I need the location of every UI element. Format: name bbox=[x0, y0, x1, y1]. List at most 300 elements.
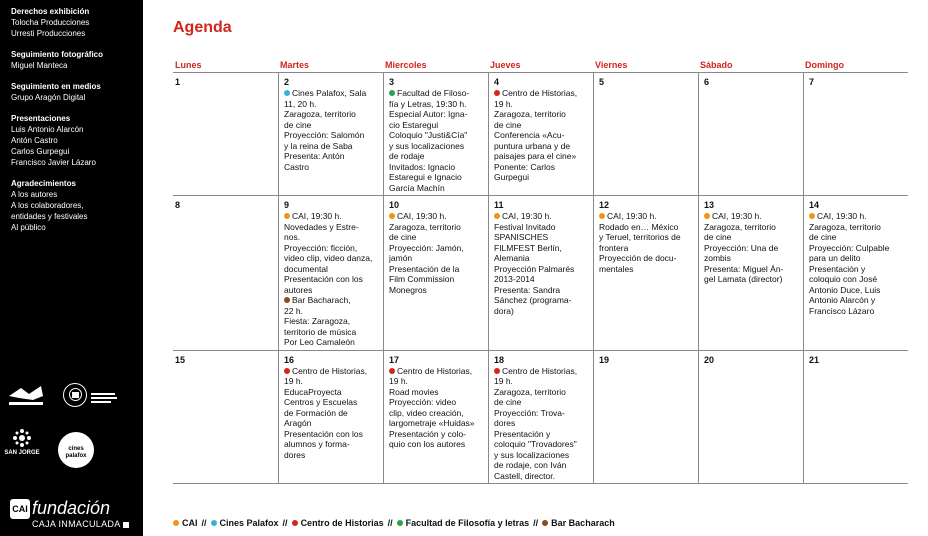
event-line bbox=[389, 376, 480, 387]
cines-palafox-label: cines palafox bbox=[65, 446, 87, 459]
event-line bbox=[704, 264, 795, 275]
day-number: 12 bbox=[599, 200, 610, 210]
event-text: Zaragoza, territorio bbox=[389, 221, 461, 232]
event-line bbox=[704, 222, 795, 233]
day-number: 7 bbox=[809, 77, 815, 87]
event-line bbox=[599, 211, 690, 222]
event-text: Zaragoza, territorio bbox=[704, 221, 776, 232]
event-line bbox=[389, 99, 480, 110]
event-line bbox=[284, 264, 375, 275]
calendar-day bbox=[593, 196, 698, 350]
faculty-text-icon bbox=[91, 392, 119, 406]
event-line bbox=[389, 285, 480, 296]
event-line bbox=[389, 243, 480, 254]
day-number: 14 bbox=[809, 200, 820, 210]
event-line bbox=[389, 397, 480, 408]
event-text: de rodaje, con Iván bbox=[494, 460, 567, 470]
event-text: Castell, director. bbox=[494, 470, 555, 481]
event-text: Zaragoza, territorio bbox=[284, 109, 356, 119]
event-line bbox=[389, 429, 480, 440]
event-text: Presenta: Sandra bbox=[494, 284, 561, 295]
event-text: de cine bbox=[494, 397, 522, 407]
event-text: Presentación con los bbox=[284, 274, 363, 284]
event-text: Castro bbox=[284, 161, 310, 172]
event-line bbox=[284, 253, 375, 264]
event-line bbox=[494, 366, 585, 377]
event-line bbox=[494, 306, 585, 317]
event-text: Centro de Historias, bbox=[502, 88, 578, 98]
day-number: 15 bbox=[175, 354, 186, 365]
event-text: Rodado en… México bbox=[599, 221, 679, 232]
calendar-week bbox=[173, 196, 908, 351]
event-line bbox=[494, 172, 585, 183]
event-text: Alemania bbox=[494, 253, 530, 263]
event-line bbox=[389, 274, 480, 285]
event-text: Road movies bbox=[389, 386, 439, 397]
event-text: dores bbox=[494, 418, 516, 428]
weekday-header bbox=[173, 59, 908, 73]
event-text: de rodaje bbox=[389, 151, 425, 161]
event-line bbox=[494, 99, 585, 110]
calendar-day bbox=[278, 73, 383, 195]
event-text: Monegros bbox=[389, 284, 427, 295]
weekday-lunes: Lunes bbox=[175, 60, 202, 70]
venue-dot-icon bbox=[284, 297, 290, 303]
event-text: 11, 20 h. bbox=[284, 98, 317, 109]
event-text: de cine bbox=[704, 232, 732, 242]
fundacion-subtitle bbox=[32, 519, 129, 529]
day-number: 16 bbox=[284, 354, 295, 365]
event-text: Aragón bbox=[284, 418, 312, 428]
day-number: 6 bbox=[704, 77, 710, 87]
calendar-week bbox=[173, 351, 908, 485]
sidebar bbox=[0, 0, 143, 536]
event-text: CAI, 19:30 h. bbox=[502, 211, 552, 221]
event-text: puntura urbana y de bbox=[494, 140, 571, 151]
event-line bbox=[284, 222, 375, 233]
event-line bbox=[389, 253, 480, 264]
event-text: de Formación de bbox=[284, 407, 348, 418]
day-number: 3 bbox=[389, 77, 395, 87]
event-line bbox=[704, 253, 795, 264]
event-line bbox=[389, 109, 480, 120]
event-line bbox=[494, 295, 585, 306]
calendar-day bbox=[698, 196, 803, 350]
event-line bbox=[494, 211, 585, 222]
calendar-week bbox=[173, 73, 908, 196]
event-line bbox=[284, 109, 375, 120]
event-line bbox=[494, 130, 585, 141]
event-text: Estaregui e Ignacio bbox=[389, 172, 462, 182]
event-text: 22 h. bbox=[284, 305, 303, 316]
calendar-day bbox=[803, 196, 908, 350]
event-text: Por Leo Camaleón bbox=[284, 337, 355, 347]
event-line bbox=[494, 376, 585, 387]
weekday-martes: Martes bbox=[280, 60, 310, 70]
event-text: 19 h. bbox=[494, 376, 513, 386]
event-line bbox=[284, 429, 375, 440]
event-text: Proyección: Jamón, bbox=[389, 242, 464, 253]
legend-dot-icon bbox=[173, 520, 179, 526]
legend-separator: // bbox=[201, 518, 207, 528]
event-text: y sus localizaciones bbox=[494, 449, 570, 460]
venue-dot-icon bbox=[704, 213, 710, 219]
day-number: 1 bbox=[175, 77, 181, 87]
event-line bbox=[389, 264, 480, 275]
cines-palafox-logo bbox=[58, 432, 94, 468]
calendar-day bbox=[488, 351, 593, 484]
event-text: paisajes para el cine» bbox=[494, 151, 577, 161]
day-number: 10 bbox=[389, 200, 400, 210]
event-line bbox=[494, 387, 585, 398]
event-line bbox=[494, 243, 585, 254]
calendar-day bbox=[803, 73, 908, 195]
event-line bbox=[494, 285, 585, 296]
credit-item: entidades y festivales bbox=[11, 212, 88, 221]
credit-section-title: Seguimiento en medios bbox=[11, 82, 101, 91]
event-line bbox=[284, 397, 375, 408]
event-line bbox=[284, 141, 375, 152]
event-line bbox=[494, 88, 585, 99]
event-line bbox=[284, 274, 375, 285]
event-line bbox=[809, 232, 900, 243]
event-text: 19 h. bbox=[494, 98, 513, 109]
weekday-sabado: Sábado bbox=[700, 60, 733, 70]
legend-dot-icon bbox=[211, 520, 217, 526]
day-number: 20 bbox=[704, 354, 715, 365]
event-line bbox=[284, 327, 375, 338]
legend-separator: // bbox=[282, 518, 288, 528]
event-text: Presentación y bbox=[809, 263, 866, 274]
event-text: Gurpegui bbox=[494, 172, 529, 182]
event-line bbox=[494, 222, 585, 233]
event-line bbox=[389, 183, 480, 194]
legend-separator: // bbox=[533, 518, 539, 528]
event-line bbox=[809, 243, 900, 254]
event-text: Facultad de Filoso- bbox=[397, 88, 470, 98]
event-text: CAI, 19:30 h. bbox=[607, 211, 657, 221]
event-line bbox=[284, 306, 375, 317]
event-text: Proyección Palmarés bbox=[494, 263, 575, 274]
event-line bbox=[389, 387, 480, 398]
event-text: y Teruel, territorios de bbox=[599, 232, 681, 242]
event-text: largometraje «Huidas» bbox=[389, 418, 475, 428]
credit-section-title: Derechos exhibición bbox=[11, 7, 90, 16]
event-text: 19 h. bbox=[389, 376, 408, 386]
event-line bbox=[284, 387, 375, 398]
legend-label: CAI bbox=[182, 518, 198, 528]
calendar-day bbox=[278, 196, 383, 350]
credit-item: Al público bbox=[11, 223, 46, 232]
calendar-day bbox=[803, 351, 908, 484]
fundacion-subtitle-text: CAJA INMACULADA bbox=[32, 519, 121, 529]
event-line bbox=[284, 232, 375, 243]
event-line bbox=[284, 151, 375, 162]
event-line bbox=[809, 222, 900, 233]
event-text: García Machín bbox=[389, 182, 445, 193]
event-text: clip, video creación, bbox=[389, 407, 464, 418]
event-line bbox=[599, 243, 690, 254]
event-line bbox=[389, 162, 480, 173]
sanjorge-flower-icon bbox=[12, 428, 32, 448]
venue-dot-icon bbox=[389, 368, 395, 374]
event-text: frontera bbox=[599, 242, 629, 253]
event-line bbox=[389, 151, 480, 162]
event-line bbox=[284, 376, 375, 387]
event-line bbox=[284, 295, 375, 306]
venue-dot-icon bbox=[389, 213, 395, 219]
credit-section-title: Presentaciones bbox=[11, 114, 71, 123]
event-text: Novedades y Estre- bbox=[284, 221, 359, 232]
credit-section bbox=[11, 81, 143, 103]
fundacion-word: fundación bbox=[32, 498, 111, 518]
event-text: Presentación y colo- bbox=[389, 428, 467, 439]
event-text: jamón bbox=[389, 253, 413, 263]
event-text: coloquio con José bbox=[809, 274, 878, 284]
credits-list bbox=[11, 6, 143, 233]
event-text: SPANISCHES bbox=[494, 232, 549, 242]
event-text: Ponente: Carlos bbox=[494, 161, 555, 172]
event-text: Zaragoza, territorio bbox=[809, 221, 881, 232]
event-line bbox=[389, 130, 480, 141]
event-text: de cine bbox=[284, 119, 312, 130]
event-line bbox=[284, 316, 375, 327]
event-line bbox=[809, 295, 900, 306]
event-text: CAI, 19:30 h. bbox=[397, 211, 447, 221]
event-text: Centro de Historias, bbox=[292, 365, 368, 376]
event-line bbox=[389, 418, 480, 429]
day-number: 5 bbox=[599, 77, 605, 87]
event-text: Coloquio "Justi&Cía" bbox=[389, 130, 468, 140]
university-seal-icon bbox=[63, 383, 87, 407]
event-line bbox=[284, 120, 375, 131]
day-number: 11 bbox=[494, 200, 504, 210]
event-line bbox=[284, 408, 375, 419]
event-line bbox=[284, 88, 375, 99]
venue-dot-icon bbox=[599, 213, 605, 219]
venue-dot-icon bbox=[494, 90, 500, 96]
event-text: CAI, 19:30 h. bbox=[292, 211, 342, 221]
square-icon bbox=[123, 522, 129, 528]
day-number: 8 bbox=[175, 200, 181, 210]
event-line bbox=[284, 243, 375, 254]
event-text: FILMFEST Berlín, bbox=[494, 242, 562, 253]
credit-item: Grupo Aragón Digital bbox=[11, 93, 86, 102]
legend-label: Bar Bacharach bbox=[551, 518, 615, 528]
calendar-day bbox=[488, 196, 593, 350]
event-text: Presenta: Miguel Án- bbox=[704, 263, 784, 274]
event-text: Centro de Historias, bbox=[397, 365, 473, 376]
event-text: Sánchez (programa- bbox=[494, 295, 572, 305]
credit-item: Antón Castro bbox=[11, 136, 58, 145]
event-text: Proyección: ficción, bbox=[284, 242, 358, 253]
event-text: Proyección: Una de bbox=[704, 242, 779, 253]
day-number: 19 bbox=[599, 354, 610, 365]
event-text: zombis bbox=[704, 253, 731, 263]
event-text: Zaragoza, territorio bbox=[494, 109, 566, 119]
event-text: Presentación con los bbox=[284, 428, 363, 439]
credit-item: Francisco Javier Lázaro bbox=[11, 158, 96, 167]
event-line bbox=[389, 141, 480, 152]
event-text: Proyección: Salomón bbox=[284, 130, 365, 140]
event-text: coloquio "Trovadores" bbox=[494, 439, 577, 449]
day-number: 2 bbox=[284, 77, 290, 87]
day-number: 4 bbox=[494, 77, 500, 87]
event-line bbox=[494, 162, 585, 173]
legend-dot-icon bbox=[292, 520, 298, 526]
event-line bbox=[809, 274, 900, 285]
event-text: y sus localizaciones bbox=[389, 140, 465, 151]
event-text: cio Estaregui bbox=[389, 119, 439, 130]
event-text: Film Commission bbox=[389, 274, 455, 284]
event-line bbox=[494, 109, 585, 120]
calendar-day bbox=[383, 196, 488, 350]
event-text: Cines Palafox, Sala bbox=[292, 88, 367, 98]
event-line bbox=[599, 222, 690, 233]
event-line bbox=[494, 253, 585, 264]
legend-label: Centro de Historias bbox=[300, 518, 384, 528]
credit-section bbox=[11, 178, 143, 233]
weekday-jueves: Jueves bbox=[490, 60, 521, 70]
event-line bbox=[284, 130, 375, 141]
event-line bbox=[494, 460, 585, 471]
event-line bbox=[494, 141, 585, 152]
event-line bbox=[284, 162, 375, 173]
event-line bbox=[494, 151, 585, 162]
event-line bbox=[494, 274, 585, 285]
event-line bbox=[389, 439, 480, 450]
event-line bbox=[389, 366, 480, 377]
credit-section-title: Agradecimientos bbox=[11, 179, 76, 188]
event-text: gel Lamata (director) bbox=[704, 274, 783, 284]
event-line bbox=[494, 120, 585, 131]
event-text: Presenta: Antón bbox=[284, 151, 345, 161]
event-line bbox=[389, 172, 480, 183]
cine-logo-icon bbox=[7, 382, 47, 410]
calendar-day bbox=[173, 196, 278, 350]
calendar-day bbox=[698, 73, 803, 195]
venue-dot-icon bbox=[389, 90, 395, 96]
venue-dot-icon bbox=[284, 90, 290, 96]
event-line bbox=[284, 439, 375, 450]
sanjorge-label: SAN JORGE bbox=[4, 450, 40, 456]
legend-dot-icon bbox=[542, 520, 548, 526]
event-line bbox=[494, 418, 585, 429]
event-line bbox=[494, 450, 585, 461]
calendar-day bbox=[488, 73, 593, 195]
event-line bbox=[704, 211, 795, 222]
legend-separator: // bbox=[387, 518, 393, 528]
venue-dot-icon bbox=[284, 368, 290, 374]
event-text: autores bbox=[284, 284, 313, 295]
event-line bbox=[284, 418, 375, 429]
venue-legend bbox=[173, 517, 615, 529]
event-text: quio con los autores bbox=[389, 439, 466, 449]
event-text: video clip, video danza, bbox=[284, 253, 373, 263]
event-text: para un delito bbox=[809, 253, 861, 263]
venue-dot-icon bbox=[284, 213, 290, 219]
event-text: Proyección: Culpable bbox=[809, 242, 890, 253]
event-text: Antonio Duce, Luis bbox=[809, 284, 881, 295]
event-text: de cine bbox=[494, 119, 522, 130]
event-line bbox=[494, 408, 585, 419]
event-text: Zaragoza, territorio bbox=[494, 386, 566, 397]
event-line bbox=[284, 450, 375, 461]
legend-label: Cines Palafox bbox=[219, 518, 279, 528]
page-title: Agenda bbox=[173, 19, 232, 36]
sponsor-logos bbox=[0, 380, 143, 536]
event-text: EducaProyecta bbox=[284, 386, 342, 397]
event-text: Conferencia «Acu- bbox=[494, 130, 565, 140]
event-text: Especial Autor: Igna- bbox=[389, 109, 468, 119]
event-text: dores bbox=[284, 449, 306, 460]
event-text: dora) bbox=[494, 305, 514, 316]
event-line bbox=[494, 429, 585, 440]
fundacion-logo bbox=[10, 496, 135, 536]
credit-item: Miguel Manteca bbox=[11, 61, 68, 70]
event-line bbox=[389, 211, 480, 222]
venue-dot-icon bbox=[494, 213, 500, 219]
event-line bbox=[809, 264, 900, 275]
event-line bbox=[599, 253, 690, 264]
event-line bbox=[599, 232, 690, 243]
event-line bbox=[389, 222, 480, 233]
event-text: Festival Invitado bbox=[494, 221, 556, 232]
event-line bbox=[284, 285, 375, 296]
day-number: 9 bbox=[284, 200, 290, 210]
calendar-day bbox=[383, 73, 488, 195]
credit-item: Carlos Gurpegui bbox=[11, 147, 70, 156]
calendar-day bbox=[698, 351, 803, 484]
legend-label: Facultad de Filosofía y letras bbox=[405, 518, 530, 528]
event-line bbox=[284, 337, 375, 348]
event-line bbox=[284, 211, 375, 222]
legend-dot-icon bbox=[397, 520, 403, 526]
calendar-day bbox=[278, 351, 383, 484]
credit-item: A los colaboradores, bbox=[11, 201, 84, 210]
event-line bbox=[389, 408, 480, 419]
sanjorge-logo bbox=[4, 428, 40, 457]
event-text: territorio de música bbox=[284, 326, 357, 337]
event-line bbox=[704, 232, 795, 243]
venue-dot-icon bbox=[809, 213, 815, 219]
credit-section bbox=[11, 49, 143, 71]
credit-section bbox=[11, 113, 143, 168]
day-number: 21 bbox=[809, 354, 820, 365]
event-text: alumnos y forma- bbox=[284, 439, 350, 449]
event-text: Proyección: video bbox=[389, 397, 457, 407]
weekday-viernes: Viernes bbox=[595, 60, 628, 70]
calendar-day bbox=[593, 351, 698, 484]
credit-item: Urresti Producciones bbox=[11, 29, 86, 38]
event-text: documental bbox=[284, 263, 328, 274]
event-line bbox=[494, 439, 585, 450]
event-line bbox=[494, 232, 585, 243]
event-line bbox=[704, 243, 795, 254]
event-text: Proyección de docu- bbox=[599, 253, 677, 263]
event-text: mentales bbox=[599, 263, 634, 274]
event-text: Francisco Lázaro bbox=[809, 305, 875, 316]
credit-item: A los autores bbox=[11, 190, 58, 199]
event-line bbox=[809, 306, 900, 317]
event-text: Bar Bacharach, bbox=[292, 295, 351, 305]
event-text: CAI, 19:30 h. bbox=[817, 211, 867, 221]
event-line bbox=[599, 264, 690, 275]
event-line bbox=[809, 253, 900, 264]
event-text: Centros y Escuelas bbox=[284, 397, 358, 407]
event-text: Fiesta: Zaragoza, bbox=[284, 316, 351, 326]
event-text: Presentación de la bbox=[389, 263, 460, 274]
